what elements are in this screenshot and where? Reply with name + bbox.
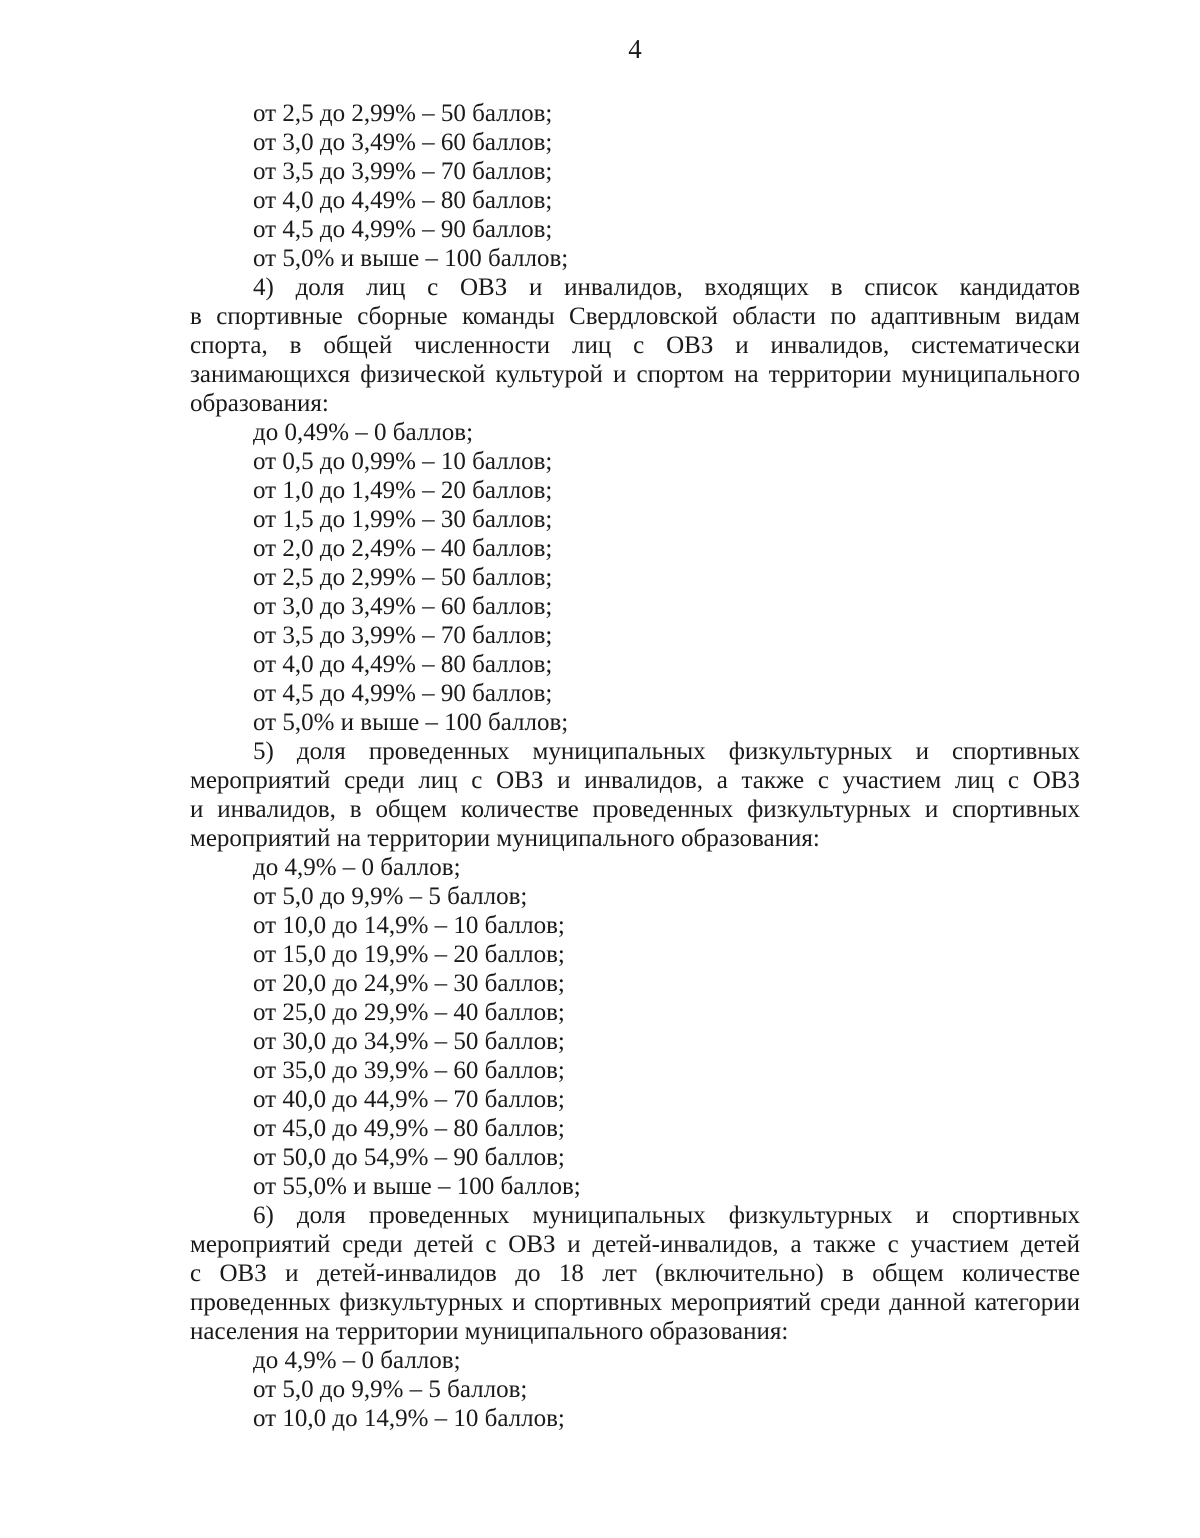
list-item: от 3,0 до 3,49% – 60 баллов; — [253, 593, 553, 620]
list-item: от 3,0 до 3,49% – 60 баллов; — [253, 129, 553, 156]
list-item: от 25,0 до 29,9% – 40 баллов; — [253, 999, 565, 1026]
list-item: от 0,5 до 0,99% – 10 баллов; — [253, 448, 553, 475]
list-item: от 5,0 до 9,9% – 5 баллов; — [253, 1376, 528, 1403]
list-item: до 4,9% – 0 баллов; — [253, 854, 461, 881]
list-item: от 3,5 до 3,99% – 70 баллов; — [253, 158, 553, 185]
list-item: от 50,0 до 54,9% – 90 баллов; — [253, 1144, 565, 1171]
list-item: от 20,0 до 24,9% – 30 баллов; — [253, 970, 565, 997]
criterion-6-paragraph — [190, 1201, 1080, 1346]
scale-list-continued — [190, 99, 1080, 273]
paragraph-line: населения на территории муниципального образования: — [190, 1318, 789, 1345]
paragraph-line: мероприятий на территории муниципального образования: — [190, 825, 820, 852]
list-item: от 10,0 до 14,9% – 10 баллов; — [253, 1405, 565, 1432]
paragraph-line: 4) доля лиц с ОВЗ и инвалидов, входящих в список кандидатов — [253, 274, 1080, 301]
list-item: до 4,9% – 0 баллов; — [253, 1347, 461, 1374]
paragraph-line: занимающихся физической культурой и спортом на территории муниципального — [190, 361, 1080, 388]
list-item: от 4,0 до 4,49% – 80 баллов; — [253, 187, 553, 214]
list-item: от 4,5 до 4,99% – 90 баллов; — [253, 680, 553, 707]
paragraph-line: 5) доля проведенных муниципальных физкультурных и спортивных — [253, 738, 1080, 765]
list-item: от 15,0 до 19,9% – 20 баллов; — [253, 941, 565, 968]
list-item: от 5,0% и выше – 100 баллов; — [253, 709, 569, 736]
paragraph-line: с ОВЗ и детей-инвалидов до 18 лет (включительно) в общем количестве — [190, 1260, 1080, 1287]
criterion-5-scale — [190, 853, 1080, 1201]
criterion-5-paragraph — [190, 737, 1080, 853]
list-item: от 5,0 до 9,9% – 5 баллов; — [253, 883, 528, 910]
criterion-4-paragraph — [190, 273, 1080, 418]
page-number: 4 — [628, 34, 642, 64]
paragraph-line: проведенных физкультурных и спортивных мероприятий среди данной категории — [190, 1289, 1080, 1316]
list-item: от 2,0 до 2,49% – 40 баллов; — [253, 535, 553, 562]
document-body — [190, 99, 1080, 1433]
criterion-6-scale — [190, 1346, 1080, 1433]
list-item: от 2,5 до 2,99% – 50 баллов; — [253, 564, 553, 591]
list-item: от 1,5 до 1,99% – 30 баллов; — [253, 506, 553, 533]
list-item: от 10,0 до 14,9% – 10 баллов; — [253, 912, 565, 939]
paragraph-line: и инвалидов, в общем количестве проведенных физкультурных и спортивных — [190, 796, 1080, 823]
list-item: до 0,49% – 0 баллов; — [253, 419, 474, 446]
list-item: от 45,0 до 49,9% – 80 баллов; — [253, 1115, 565, 1142]
list-item: от 5,0% и выше – 100 баллов; — [253, 245, 569, 272]
list-item: от 40,0 до 44,9% – 70 баллов; — [253, 1086, 565, 1113]
list-item: от 35,0 до 39,9% – 60 баллов; — [253, 1057, 565, 1084]
list-item: от 55,0% и выше – 100 баллов; — [253, 1173, 581, 1200]
criterion-4-scale — [190, 418, 1080, 737]
list-item: от 4,5 до 4,99% – 90 баллов; — [253, 216, 553, 243]
paragraph-line: 6) доля проведенных муниципальных физкультурных и спортивных — [253, 1202, 1080, 1229]
list-item: от 3,5 до 3,99% – 70 баллов; — [253, 622, 553, 649]
paragraph-line: мероприятий среди лиц с ОВЗ и инвалидов, а также с участием лиц с ОВЗ — [190, 767, 1080, 794]
paragraph-line: мероприятий среди детей с ОВЗ и детей-инвалидов, а также с участием детей — [190, 1231, 1080, 1258]
list-item: от 30,0 до 34,9% – 50 баллов; — [253, 1028, 565, 1055]
list-item: от 4,0 до 4,49% – 80 баллов; — [253, 651, 553, 678]
list-item: от 2,5 до 2,99% – 50 баллов; — [253, 100, 553, 127]
list-item: от 1,0 до 1,49% – 20 баллов; — [253, 477, 553, 504]
paragraph-line: в спортивные сборные команды Свердловской области по адаптивным видам — [190, 303, 1080, 330]
paragraph-line: спорта, в общей численности лиц с ОВЗ и инвалидов, систематически — [190, 332, 1080, 359]
paragraph-line: образования: — [190, 390, 329, 417]
